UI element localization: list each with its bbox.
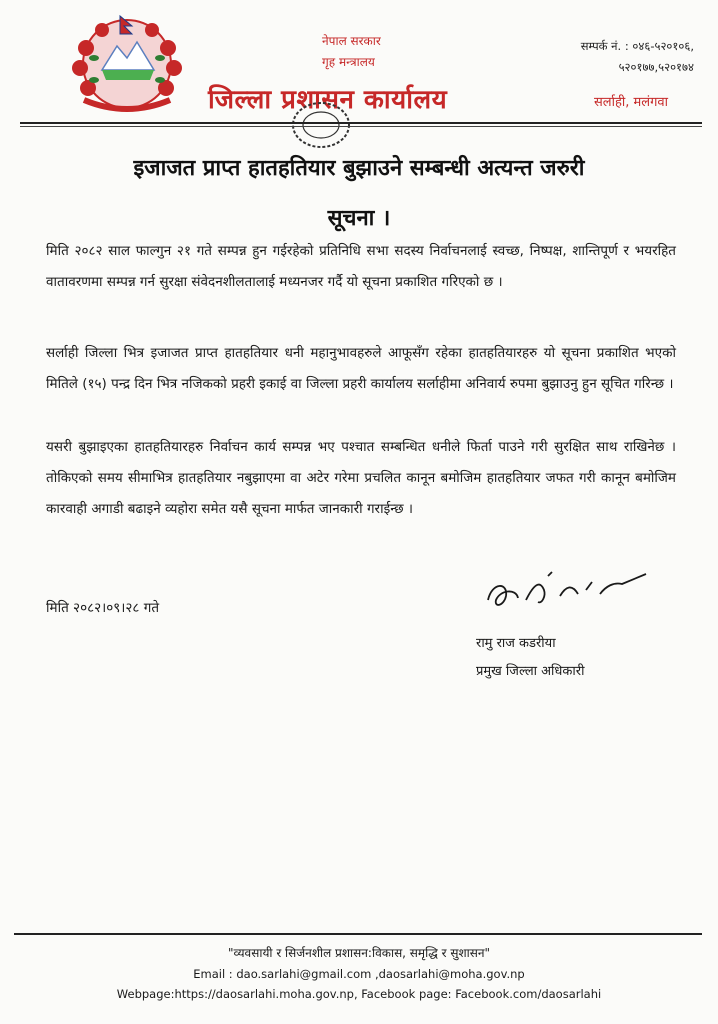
office-stamp-icon	[290, 100, 352, 150]
notice-title-line-1: इजाजत प्राप्त हातहतियार बुझाउने सम्बन्धी अत्यन्त जरुरी	[133, 156, 585, 181]
signatory-block	[476, 630, 584, 686]
notice-title	[40, 144, 678, 244]
signature-icon	[482, 560, 652, 620]
footer-divider	[14, 933, 702, 935]
notice-paragraph-3: यसरी बुझाइएका हातहतियारहरु निर्वाचन कार्य सम्पन्न भए पश्चात सम्बन्धित धनीले फिर्ता पाउने गरी सुरक्षित साथ राखिनेछ । तोकिएको समय सीमाभित्र हातहतियार नबुझाएमा वा अटेर गरेमा प्रचलित कानून बमोजिम हातहतियार जफत गरी कानून बमोजिम कारवाही अगाडी बढाइने व्यहोरा समेत यसै सूचना मार्फत जानकारी गराईन्छ ।	[46, 439, 676, 517]
contact-line-2: ५२०१७७,५२०१७४	[618, 60, 694, 74]
notice-date: मिति २०८२।०९।२८ गते	[46, 600, 160, 616]
office-location: सर्लाही, मलंगवा	[593, 95, 668, 110]
notice-title-line-2: सूचना ।	[327, 206, 391, 231]
contact-line-1: सम्पर्क नं. : ०४६-५२०१०६,	[580, 39, 694, 53]
contact-numbers	[581, 36, 694, 78]
footer-motto: "व्यवसायी र सिर्जनशील प्रशासन:विकास, समृद्धि र सुशासन"	[227, 946, 491, 960]
footer-web: Webpage:https://daosarlahi.moha.gov.np, Facebook page: Facebook.com/daosarlahi	[116, 987, 602, 1001]
header-divider	[20, 122, 702, 124]
notice-paragraph-2: सर्लाही जिल्ला भित्र इजाजत प्राप्त हातहतियार धनी महानुभावहरुले आफूसँग रहेका हातहतियारहरु यो सूचना प्रकाशित भएको मितिले (१५) पन्द्र दिन भित्र नजिकको प्रहरी इकाई वा जिल्ला प्रहरी कार्यालय सर्लाहीमा अनिवार्य रुपमा बुझाउनु हुन सूचित गरिन्छ ।	[46, 345, 676, 392]
government-label: नेपाल सरकार	[322, 34, 381, 48]
notice-paragraph-1: मिति २०८२ साल फाल्गुन २१ गते सम्पन्न हुन गईरहेको प्रतिनिधि सभा सदस्य निर्वाचनलाई स्वच्छ, निष्पक्ष, शान्तिपूर्ण र भयरहित वातावरणमा सम्पन्न गर्न सुरक्षा संवेदनशीलतालाई मध्यनजर गर्दै यो सूचना प्रकाशित गरिएको छ ।	[46, 243, 676, 290]
footer-email: Email : dao.sarlahi@gmail.com ,daosarlahi@moha.gov.np	[193, 967, 525, 981]
header-divider-thin	[20, 126, 702, 127]
nepal-emblem-icon	[62, 8, 192, 116]
ministry-label: गृह मन्त्रालय	[322, 55, 375, 69]
signatory-designation: प्रमुख जिल्ला अधिकारी	[476, 664, 585, 679]
office-title: जिल्ला प्रशासन कार्यालय	[208, 85, 448, 115]
signatory-name: रामु राज कडरीया	[476, 636, 556, 651]
